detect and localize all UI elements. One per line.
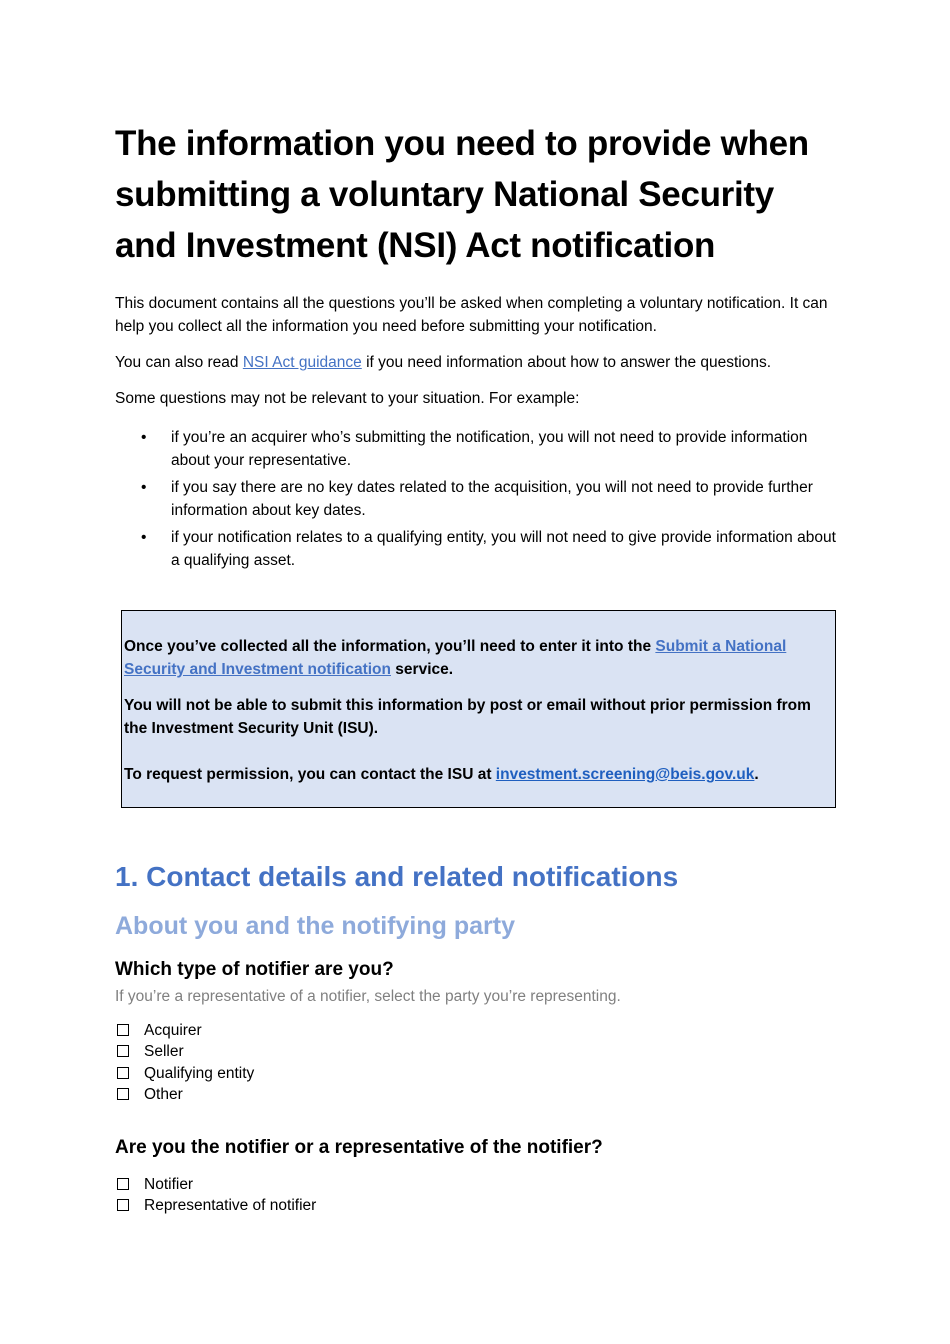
bullet-text: if you’re an acquirer who’s submitting the notification, you will not need to provide information about your representative. xyxy=(171,429,808,469)
important-callout-box xyxy=(121,610,836,808)
callout-contact-period: . xyxy=(754,766,759,783)
bullet-item xyxy=(115,476,840,522)
callout-contact-text: To request permission, you can contact the ISU at xyxy=(124,766,496,783)
notifier-type-hint: If you’re a representative of a notifier, select the party you’re representing. xyxy=(115,988,621,1005)
nsi-act-guidance-link[interactable]: NSI Act guidance xyxy=(242,354,362,371)
bullet-text: if your notification relates to a qualifying entity, you will not need to give provide information about a qualifying asset. xyxy=(171,529,836,569)
section-subheading: About you and the notifying party xyxy=(115,912,515,940)
bullet-item xyxy=(115,526,840,572)
example-bullet-list xyxy=(115,426,840,576)
checkbox-icon[interactable] xyxy=(117,1178,129,1190)
checkbox-icon[interactable] xyxy=(117,1045,129,1057)
notifier-role-options xyxy=(115,1174,316,1217)
callout-text-before: Once you’ve collected all the information, you’ll need to enter it into the xyxy=(124,638,656,655)
guidance-text-before: You can also read xyxy=(115,354,243,371)
checkbox-option-qualifying-entity[interactable] xyxy=(115,1063,254,1084)
checkbox-option-representative[interactable] xyxy=(115,1195,316,1216)
isu-email-link[interactable]: investment.screening@beis.gov.uk xyxy=(495,766,755,783)
document-title: The information you need to provide when submitting a voluntary National Security and Investment (NSI) Act notification xyxy=(115,124,809,265)
bullet-icon: • xyxy=(141,529,147,546)
callout-service-paragraph xyxy=(124,635,824,681)
notifier-type-options xyxy=(115,1020,254,1105)
option-label: Representative of notifier xyxy=(144,1197,317,1215)
guidance-paragraph xyxy=(115,351,840,374)
section-heading: 1. Contact details and related notifications xyxy=(115,861,679,892)
intro-paragraph: This document contains all the questions you’ll be asked when completing a voluntary notification. It can help you collect all the information you need before submitting your notification. xyxy=(115,295,828,335)
checkbox-icon[interactable] xyxy=(117,1024,129,1036)
option-label: Qualifying entity xyxy=(144,1064,255,1082)
callout-text-after: service. xyxy=(391,661,454,678)
option-label: Seller xyxy=(144,1043,184,1061)
callout-permission-paragraph: You will not be able to submit this information by post or email without prior permission from the Investment Security Unit (ISU). xyxy=(124,697,811,737)
bullet-item xyxy=(115,426,840,472)
bullet-icon: • xyxy=(141,479,147,496)
bullet-text: if you say there are no key dates related to the acquisition, you will not need to provide further information about key dates. xyxy=(171,479,813,519)
bullet-icon: • xyxy=(141,429,147,446)
notifier-role-question: Are you the notifier or a representative of the notifier? xyxy=(115,1137,603,1158)
guidance-text-after: if you need information about how to answer the questions. xyxy=(361,354,772,371)
checkbox-option-other[interactable] xyxy=(115,1084,254,1105)
checkbox-option-seller[interactable] xyxy=(115,1041,254,1062)
checkbox-icon[interactable] xyxy=(117,1199,129,1211)
callout-contact-paragraph xyxy=(124,763,824,786)
checkbox-icon[interactable] xyxy=(117,1088,129,1100)
notifier-type-question: Which type of notifier are you? xyxy=(115,959,394,980)
option-label: Notifier xyxy=(144,1176,194,1193)
checkbox-option-notifier[interactable] xyxy=(115,1174,316,1195)
option-label: Other xyxy=(144,1085,183,1103)
checkbox-icon[interactable] xyxy=(117,1067,129,1079)
relevance-paragraph: Some questions may not be relevant to your situation. For example: xyxy=(115,390,580,407)
option-label: Acquirer xyxy=(144,1022,202,1039)
checkbox-option-acquirer[interactable] xyxy=(115,1020,254,1041)
submit-notification-service-link[interactable]: Submit a National Security and Investment notification xyxy=(124,638,787,678)
